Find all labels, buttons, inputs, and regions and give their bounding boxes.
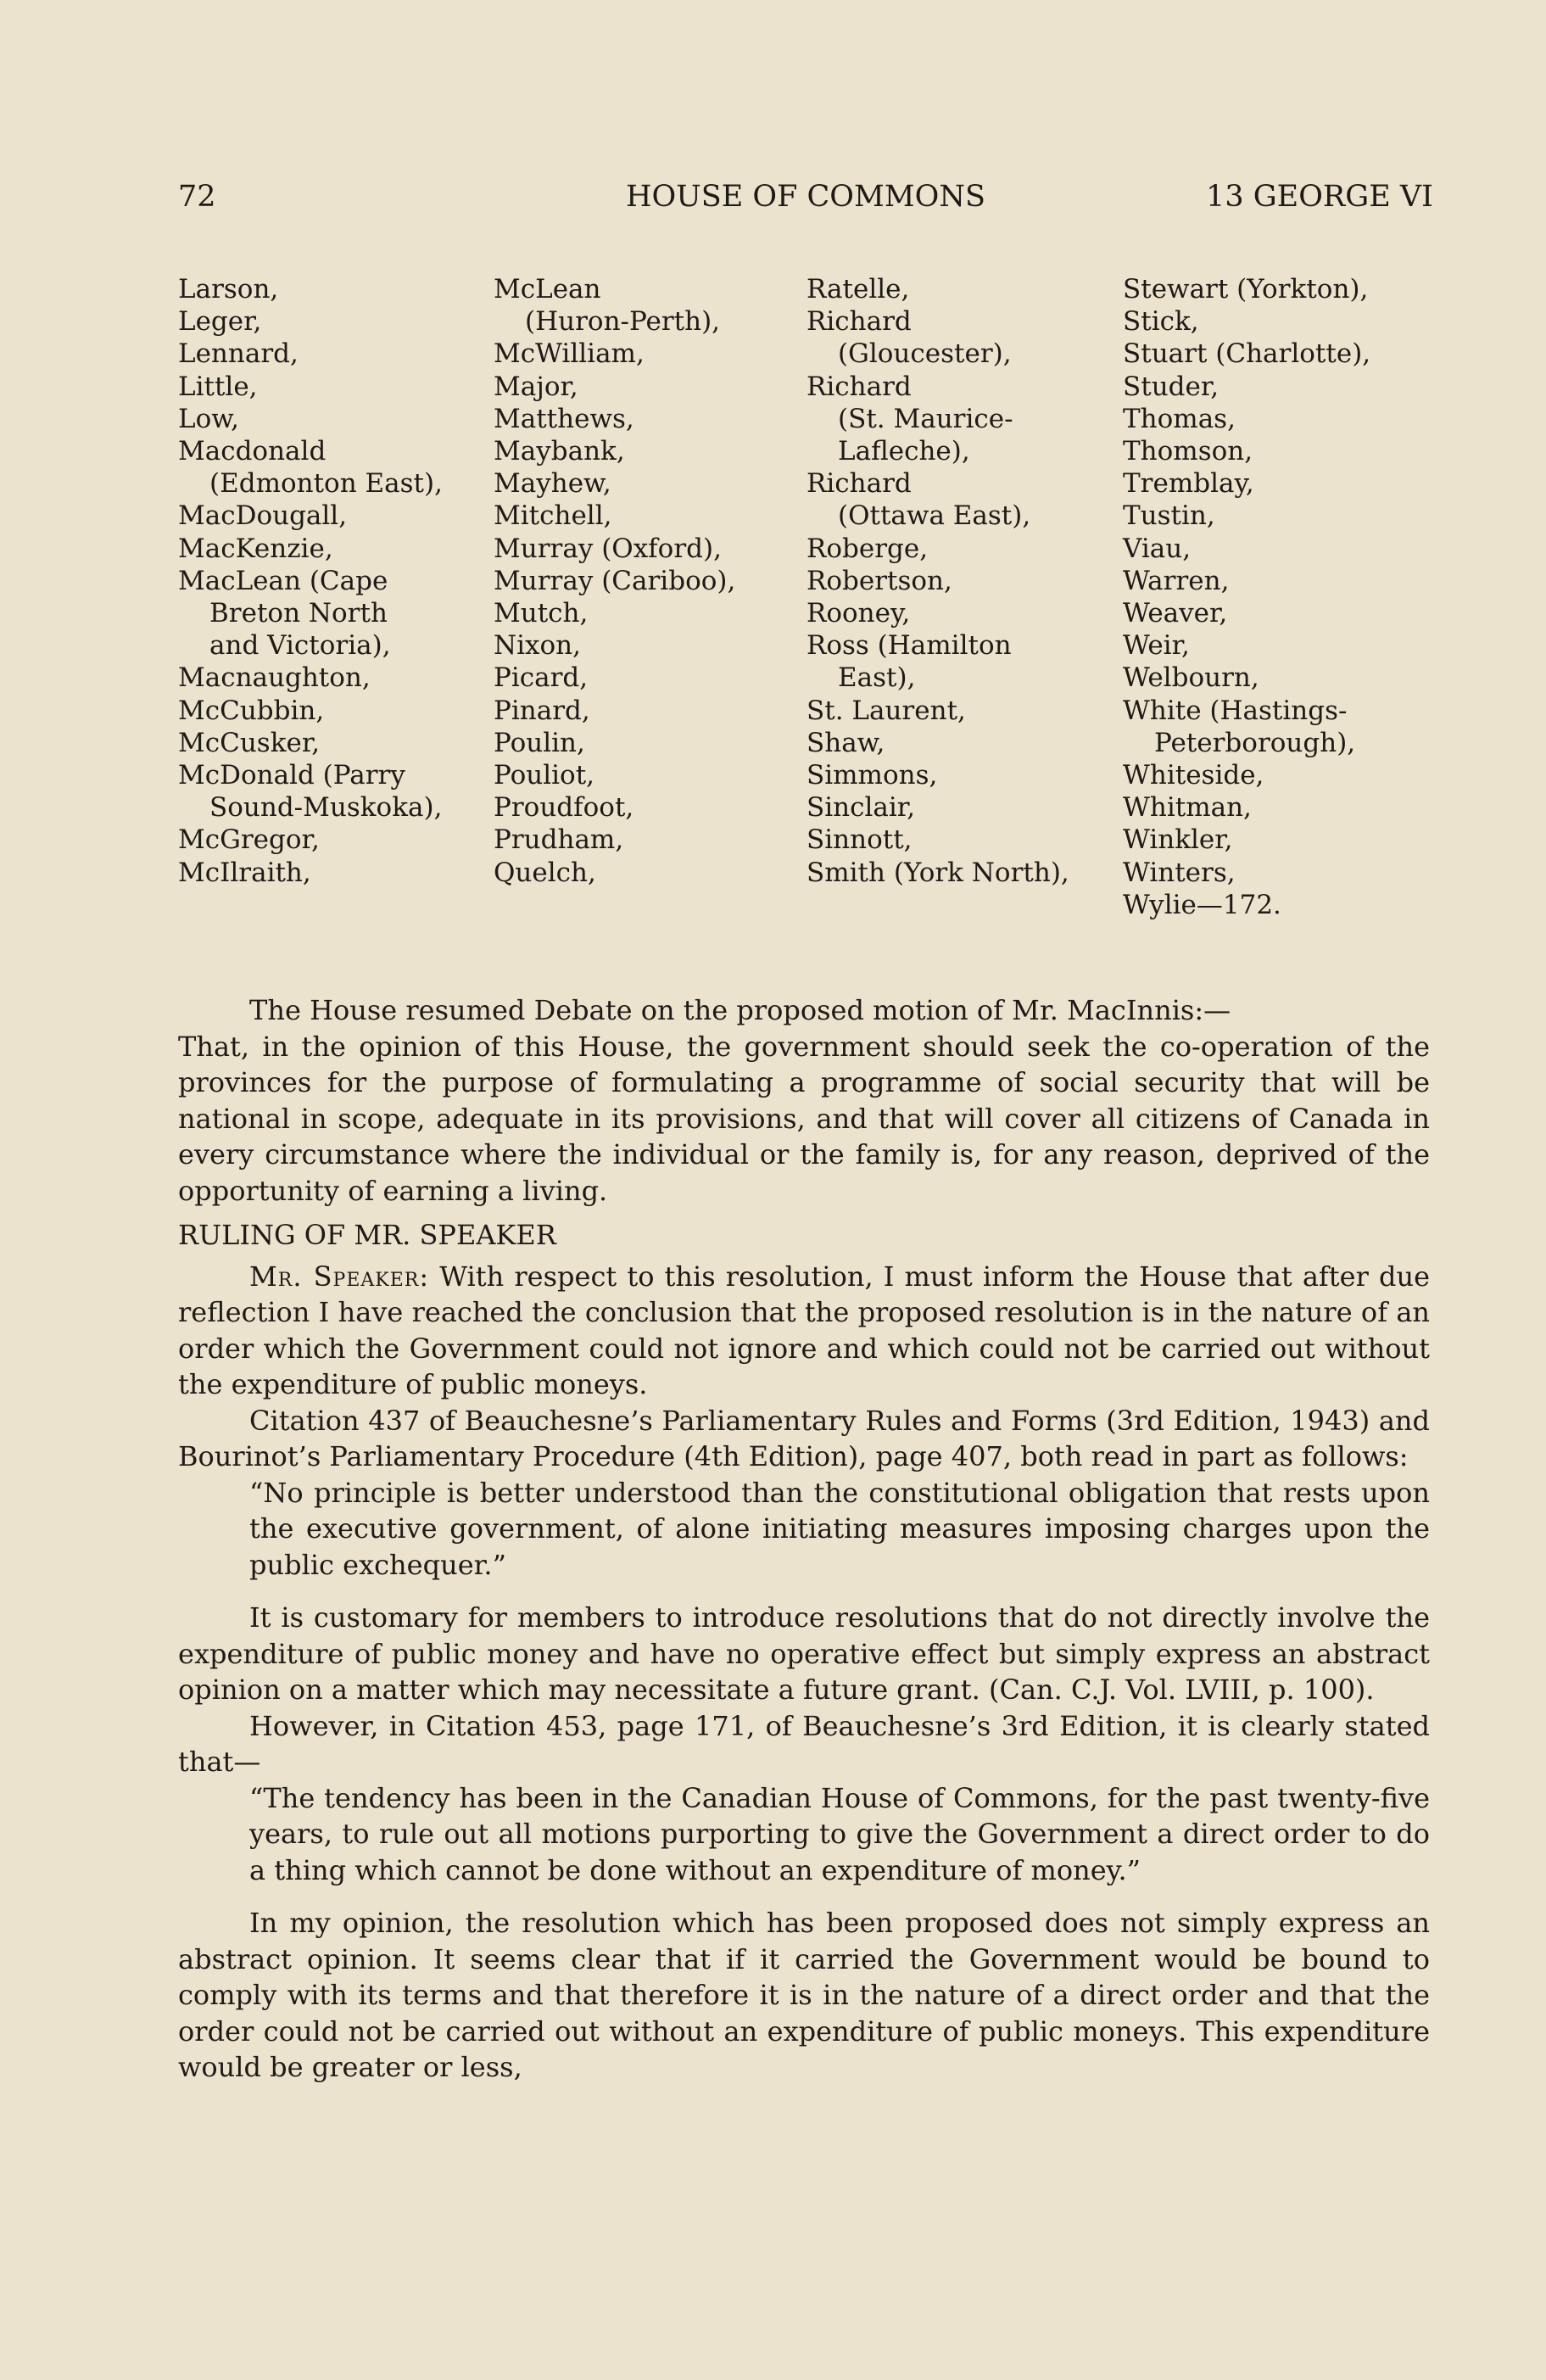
member-name: Winters,	[1123, 857, 1236, 888]
member-name: Stuart (Charlotte),	[1123, 338, 1371, 370]
member-name: Ross (Hamilton	[806, 630, 1012, 662]
member-name: Breton North	[209, 598, 388, 629]
member-name: Thomson,	[1123, 436, 1253, 467]
body-text	[178, 992, 1430, 2086]
member-name: McGregor,	[178, 824, 320, 856]
member-name: Quelch,	[494, 857, 596, 888]
member-name: McIlraith,	[178, 857, 311, 888]
regnal-year: 13 GEORGE VI	[1206, 180, 1433, 214]
member-name: Pouliot,	[494, 760, 595, 791]
member-name: Simmons,	[806, 760, 938, 791]
member-name: Mayhew,	[494, 468, 611, 500]
member-name: Macdonald	[178, 436, 327, 467]
name-column-3	[806, 273, 1069, 889]
member-name: Prudham,	[494, 824, 624, 856]
member-name: Pinard,	[494, 695, 590, 726]
member-name: Murray (Cariboo),	[494, 565, 736, 596]
member-name: Studer,	[1123, 371, 1219, 402]
member-name: McCubbin,	[178, 695, 325, 726]
member-name: Viau,	[1123, 533, 1192, 564]
member-name: (St. Maurice-	[838, 403, 1013, 434]
member-name: Whitman,	[1123, 792, 1252, 824]
section-heading: RULING OF MR. SPEAKER	[178, 1219, 556, 1251]
citation-paragraph: Citation 437 of Beauchesne’s Parliamentary Rules and Forms (3rd Edition, 1943) and Bourinot’s Parliamentary Procedure (4th Edition), page 407, both read in part as follows:	[178, 1404, 1430, 1472]
member-name: Poulin,	[494, 727, 585, 758]
member-name: (Edmonton East),	[209, 468, 443, 500]
member-name: Lennard,	[178, 338, 299, 370]
member-name: (Ottawa East),	[838, 500, 1031, 532]
citation-453-paragraph: However, in Citation 453, page 171, of Beauchesne’s 3rd Edition, it is clearly stated that—	[178, 1709, 1430, 1778]
member-name: Sound-Muskoka),	[209, 792, 443, 824]
member-name: Larson,	[178, 274, 279, 304]
name-column-2	[494, 273, 735, 889]
member-name: Richard	[806, 468, 912, 500]
member-name: Warren,	[1123, 565, 1230, 596]
member-name: Smith (York North),	[806, 857, 1069, 888]
member-name: (Huron-Perth),	[525, 306, 721, 338]
member-name: Weir,	[1123, 630, 1190, 662]
member-name: Major,	[494, 371, 578, 402]
ruling-text: With respect to this resolution, I must inform the House that after due reflection I have reached the conclusion that the proposed resolution is in the nature of an order which the Government could not ignore and which could not be carried out without the expenditure of public moneys.	[178, 1260, 1431, 1400]
speaker-label: Mr. Speaker:	[249, 1260, 430, 1293]
member-name: Ratelle,	[806, 274, 910, 304]
member-name: Rooney,	[806, 598, 911, 629]
member-name: Weaver,	[1123, 598, 1228, 629]
name-column-1	[178, 273, 443, 889]
member-name: Mitchell,	[494, 500, 612, 532]
member-name: Sinclair,	[806, 792, 916, 824]
member-name: McDonald (Parry	[178, 760, 405, 791]
member-name: Low,	[178, 403, 239, 434]
member-name: Murray (Oxford),	[494, 533, 722, 564]
member-name: Tremblay,	[1123, 468, 1254, 500]
name-column-4	[1123, 273, 1370, 921]
member-name: Wylie—172.	[1123, 889, 1281, 920]
member-name: Tustin,	[1123, 500, 1215, 532]
member-name: MacLean (Cape	[178, 565, 388, 596]
member-name: McLean	[494, 274, 601, 304]
member-name: (Gloucester),	[838, 338, 1012, 370]
member-name: St. Laurent,	[806, 695, 966, 726]
member-name: Welbourn,	[1123, 662, 1259, 694]
motion-text: That, in the opinion of this House, the government should seek the co-operation of the provinces for the purpose of formulating a programme of social security that will be national in scope, adequate in its provisions, and that will cover all citizens of Canada in every circumstance where the individual or the family is, for any reason, deprived of the opportunity of earning a living.	[178, 1030, 1430, 1207]
block-quote-1: “No principle is better understood than the constitutional obligation that rests upon the executive government, of alone initiating measures imposing charges upon the public exchequer.”	[249, 1476, 1430, 1581]
member-name: Winkler,	[1123, 824, 1233, 856]
member-name: Roberge,	[806, 533, 929, 564]
member-name: Peterborough),	[1154, 727, 1356, 758]
member-name: Thomas,	[1123, 403, 1236, 434]
member-name: McCusker,	[178, 727, 321, 758]
page-number: 72	[178, 180, 216, 214]
member-name: and Victoria),	[209, 630, 391, 662]
member-name: Lafleche),	[838, 436, 970, 467]
block-quote-2: “The tendency has been in the Canadian House of Commons, for the past twenty-five years, to rule out all motions purporting to give the Government a direct order to do a thing which cannot be done without an expenditure of money.”	[249, 1781, 1430, 1886]
member-name: Mutch,	[494, 598, 589, 629]
member-name: MacKenzie,	[178, 533, 333, 564]
customary-paragraph: It is customary for members to introduce resolutions that do not directly involve the expenditure of public money and have no operative effect but simply express an abstract opinion on a matter which may necessitate a future grant. (Can. C.J. Vol. LVIII, p. 100).	[178, 1601, 1430, 1706]
member-name: Macnaughton,	[178, 662, 371, 694]
member-name: Nixon,	[494, 630, 582, 662]
member-name: MacDougall,	[178, 500, 348, 532]
opinion-paragraph: In my opinion, the resolution which has been proposed does not simply express an abstract opinion. It seems clear that if it carried the Government would be bound to comply with its terms and that therefore it is in the nature of a direct order and that the order could not be carried out without an expenditure of public moneys. This expenditure would be greater or less,	[178, 1907, 1430, 2083]
member-name: Richard	[806, 371, 912, 402]
member-name: Stick,	[1123, 306, 1199, 338]
member-name: Sinnott,	[806, 824, 913, 856]
page-title: HOUSE OF COMMONS	[626, 180, 985, 214]
member-name: Leger,	[178, 306, 262, 338]
member-name: Little,	[178, 371, 258, 402]
member-name: Shaw,	[806, 727, 885, 758]
member-name: Whiteside,	[1123, 760, 1264, 791]
member-name: Robertson,	[806, 565, 952, 596]
member-name: Stewart (Yorkton),	[1123, 274, 1369, 304]
resumed-debate-paragraph: The House resumed Debate on the proposed motion of Mr. MacInnis:—	[249, 994, 1231, 1026]
member-name: Maybank,	[494, 436, 625, 467]
member-name: East),	[838, 662, 916, 694]
member-name: Richard	[806, 306, 912, 338]
member-name: Proudfoot,	[494, 792, 634, 824]
member-name: White (Hastings-	[1123, 695, 1348, 726]
ruling-paragraph	[178, 1259, 1430, 1403]
member-name: McWilliam,	[494, 338, 645, 370]
member-name: Picard,	[494, 662, 589, 694]
member-name: Matthews,	[494, 403, 634, 434]
page-header	[178, 180, 1433, 217]
